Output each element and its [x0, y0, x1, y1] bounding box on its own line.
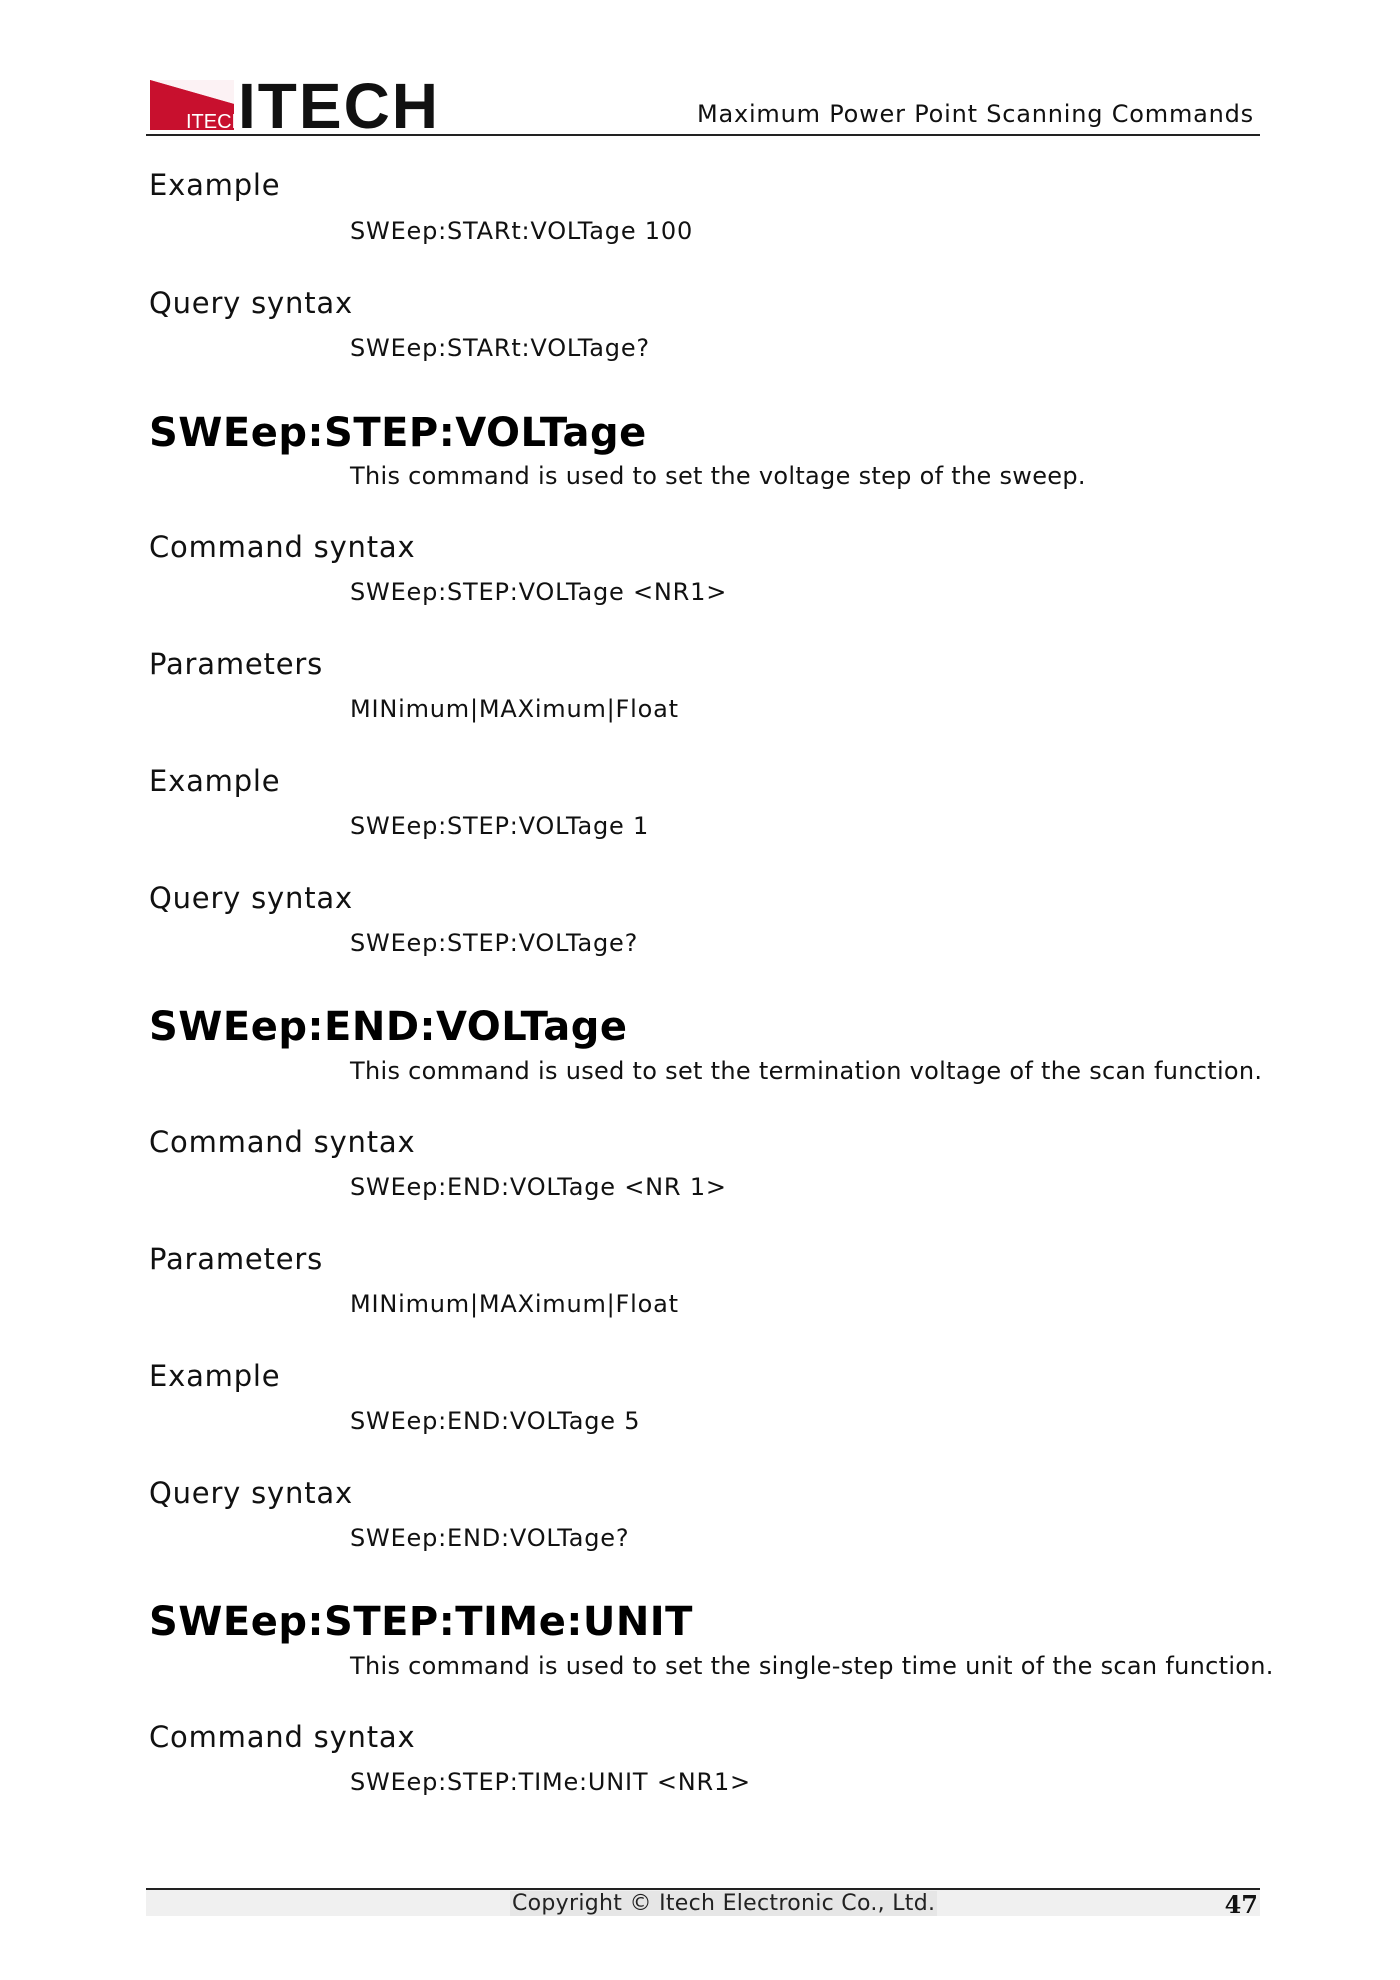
- query-syntax-label: Query syntax: [149, 881, 353, 915]
- section-title: SWEep:STEP:TIMe:UNIT: [149, 1599, 693, 1645]
- command-syntax-code: SWEep:STEP:VOLTage <NR1>: [350, 578, 728, 606]
- section-title: SWEep:STEP:VOLTage: [149, 410, 647, 456]
- query-syntax-code: SWEep:STARt:VOLTage?: [350, 334, 650, 362]
- copyright-text: Copyright © Itech Electronic Co., Ltd.: [512, 1891, 936, 1916]
- logo-badge-text: ITECH: [186, 111, 246, 132]
- itech-logo-graphic: [146, 76, 486, 132]
- section-description: This command is used to set the single-step time unit of the scan function.: [350, 1652, 1274, 1680]
- parameters-label: Parameters: [149, 647, 323, 681]
- page-footer: [146, 1888, 1260, 1919]
- command-syntax-label: Command syntax: [149, 530, 416, 564]
- command-syntax-code: SWEep:END:VOLTage <NR 1>: [350, 1173, 727, 1201]
- section-description: This command is used to set the termination voltage of the scan function.: [350, 1057, 1263, 1085]
- example-label: Example: [149, 168, 281, 202]
- example-code: SWEep:STARt:VOLTage 100: [350, 217, 694, 245]
- command-syntax-label: Command syntax: [149, 1125, 416, 1159]
- page-number: 47: [1224, 1890, 1258, 1919]
- query-syntax-label: Query syntax: [149, 286, 353, 320]
- example-label: Example: [149, 764, 281, 798]
- example-code: SWEep:STEP:VOLTage 1: [350, 812, 650, 840]
- query-syntax-label: Query syntax: [149, 1476, 353, 1510]
- query-syntax-code: SWEep:STEP:VOLTage?: [350, 929, 639, 957]
- example-label: Example: [149, 1359, 281, 1393]
- logo-wordmark: ITECH: [238, 76, 440, 132]
- section-description: This command is used to set the voltage step of the sweep.: [350, 462, 1086, 490]
- query-syntax-code: SWEep:END:VOLTage?: [350, 1524, 630, 1552]
- example-code: SWEep:END:VOLTage 5: [350, 1407, 641, 1435]
- header-title: Maximum Power Point Scanning Commands: [696, 100, 1254, 128]
- command-syntax-label: Command syntax: [149, 1720, 416, 1754]
- section-title: SWEep:END:VOLTage: [149, 1004, 628, 1050]
- parameters-code: MINimum|MAXimum|Float: [350, 1290, 679, 1318]
- parameters-code: MINimum|MAXimum|Float: [350, 695, 679, 723]
- parameters-label: Parameters: [149, 1242, 323, 1276]
- command-syntax-code: SWEep:STEP:TIMe:UNIT <NR1>: [350, 1768, 751, 1796]
- itech-logo: [146, 76, 486, 132]
- page-header: [146, 70, 1260, 136]
